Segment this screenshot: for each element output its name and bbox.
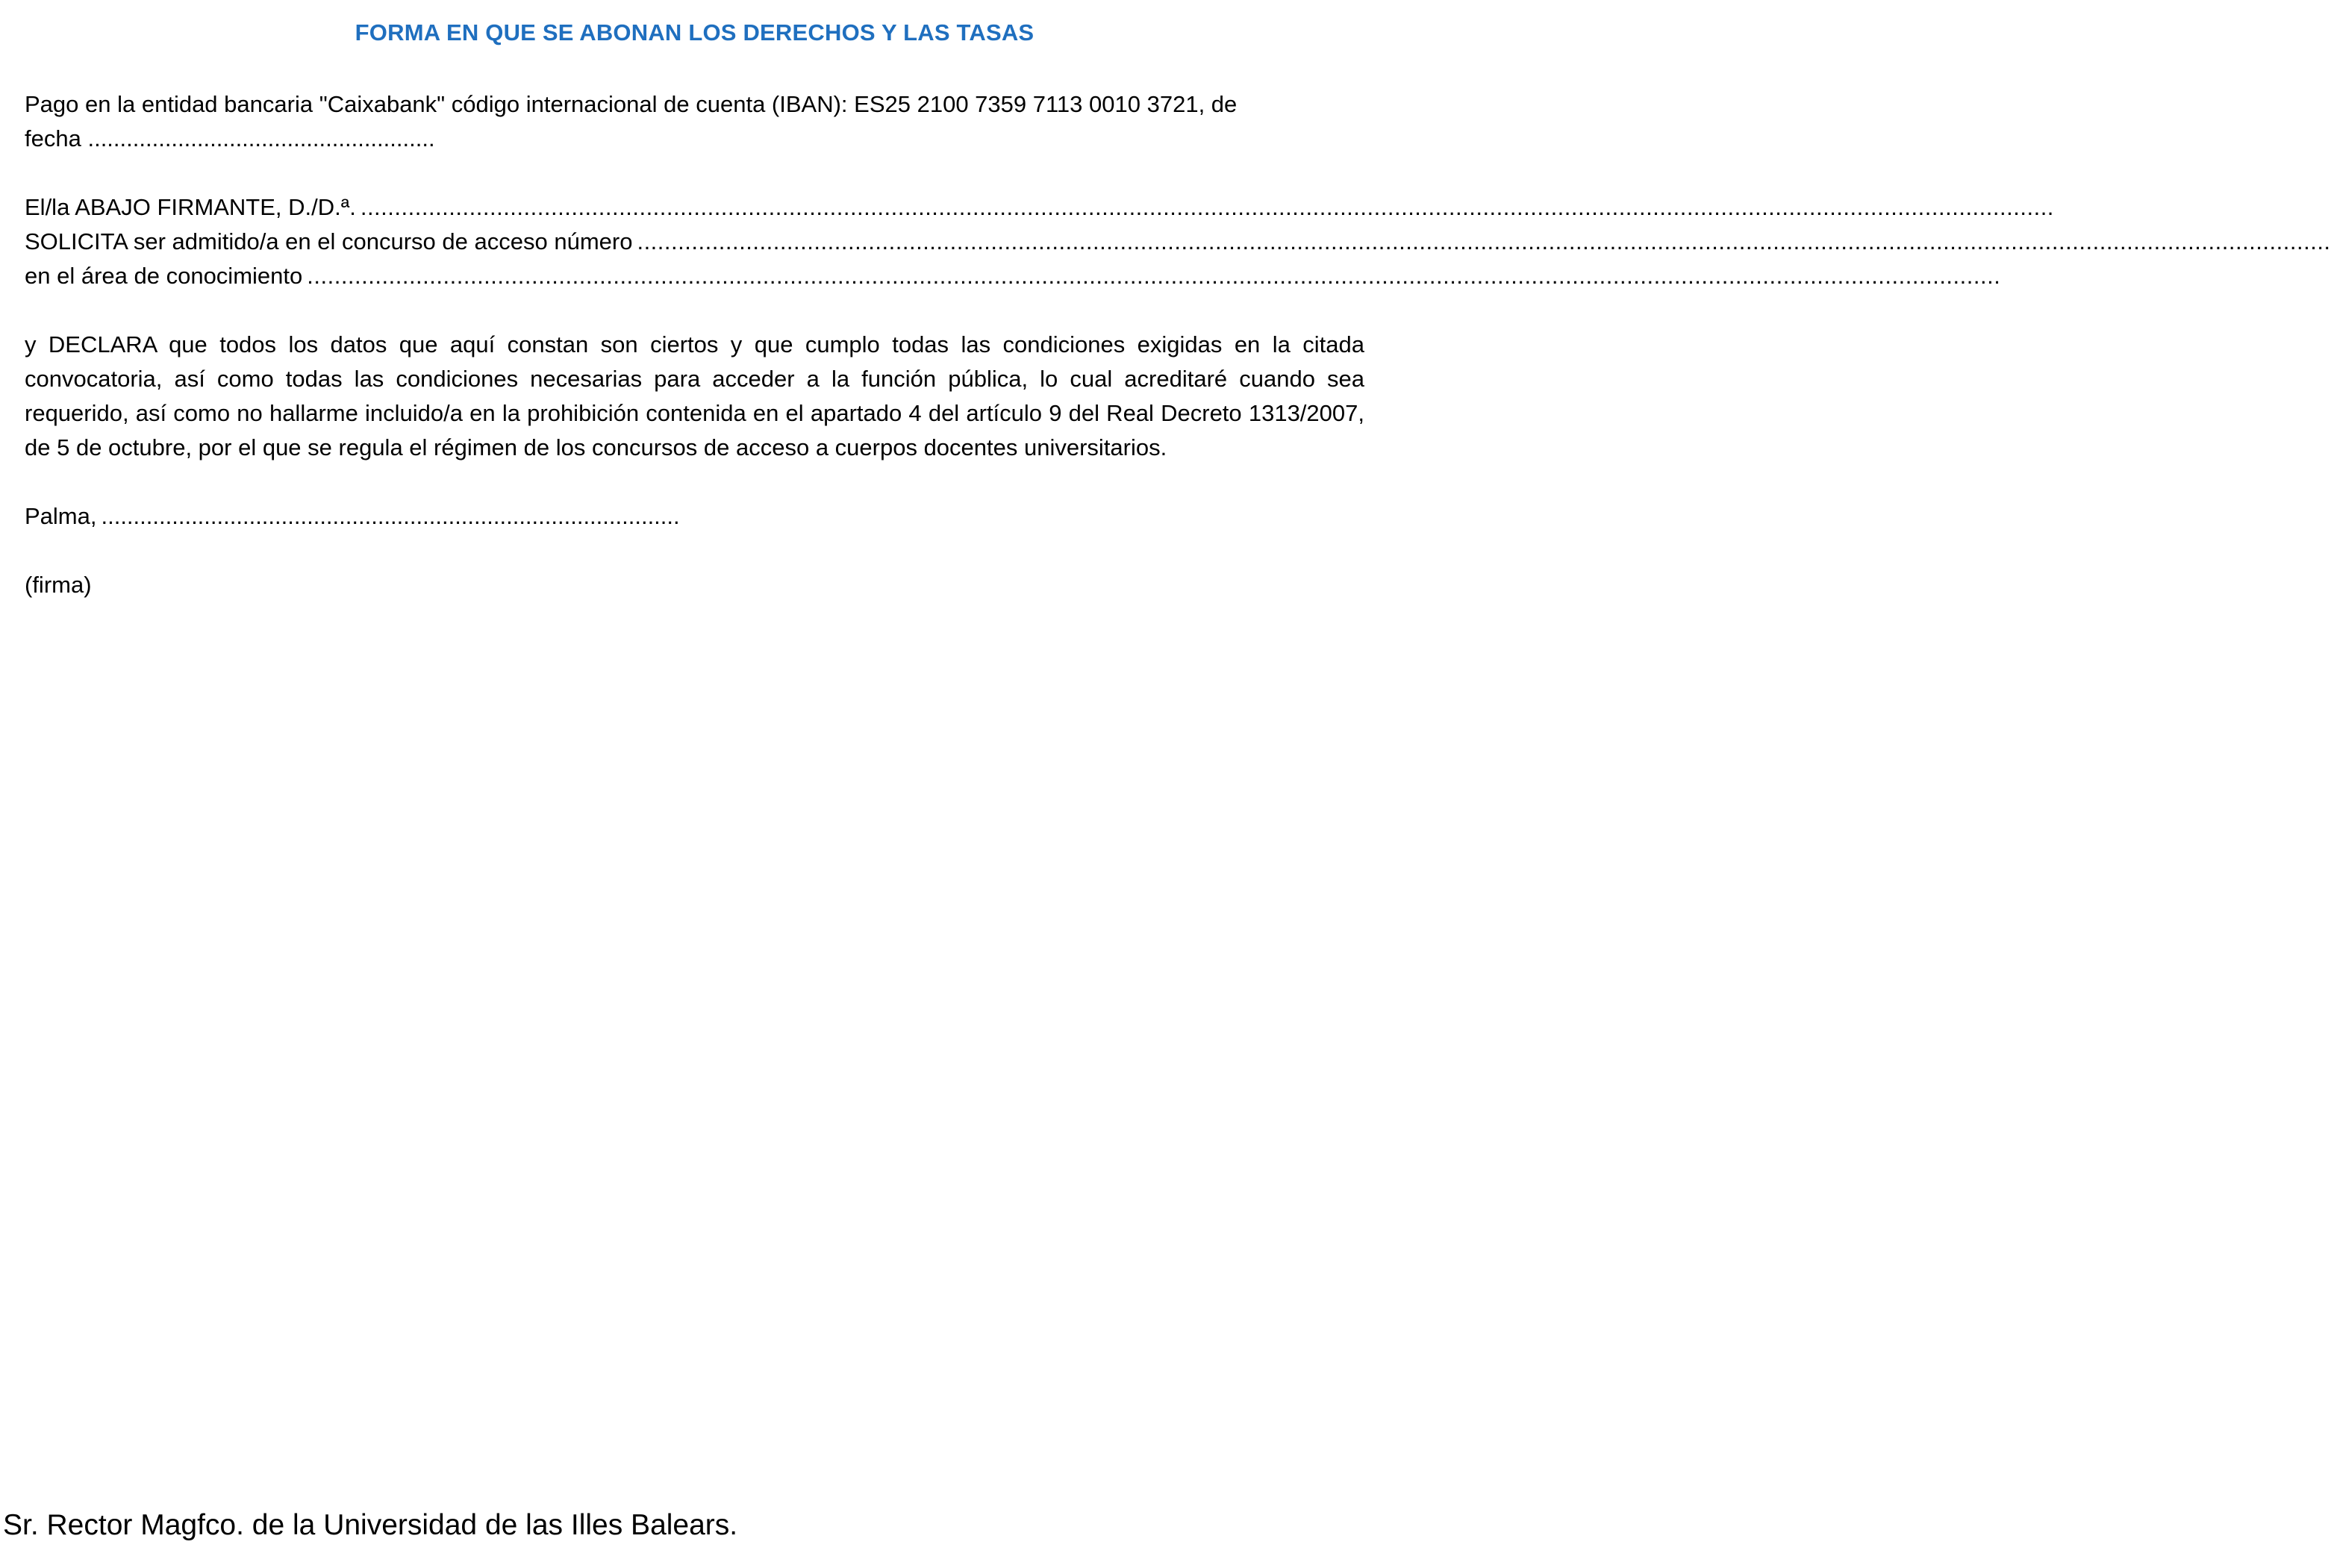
place-line xyxy=(25,499,1364,534)
contest-number-field[interactable]: ......................................................................................................................................................................................................................................................... xyxy=(637,228,2331,254)
payment-text: Pago en la entidad bancaria "Caixabank" código internacional de cuenta (IBAN): ES25 2100 7359 7113 0010 3721, de xyxy=(25,91,1238,117)
signature-line xyxy=(25,568,1364,602)
signer-name-field[interactable]: ......................................................................................................................................................................................................................................................... xyxy=(360,194,2054,220)
document-title: FORMA EN QUE SE ABONAN LOS DERECHOS Y LAS TASAS xyxy=(355,19,1035,46)
spacer xyxy=(25,293,1364,328)
payment-paragraph xyxy=(25,87,1364,156)
place-date-field[interactable]: .......................................................................................... xyxy=(101,503,680,529)
addressee: Sr. Rector Magfco. de la Universidad de las Illes Balears. xyxy=(3,1509,738,1541)
payment-date-field[interactable]: ...................................................... xyxy=(87,125,435,152)
spacer xyxy=(25,534,1364,568)
payment-date-label: fecha xyxy=(25,125,81,152)
spacer xyxy=(25,156,1364,190)
form-body xyxy=(25,87,2331,602)
place-label: Palma, xyxy=(25,503,97,529)
spacer xyxy=(25,465,1364,499)
request-label: SOLICITA ser admitido/a en el concurso de acceso número xyxy=(25,228,633,254)
request-line xyxy=(25,225,2331,259)
signer-line xyxy=(25,190,2054,225)
signature-label: (firma) xyxy=(25,572,92,598)
declaration-paragraph: y DECLARA que todos los datos que aquí constan son ciertos y que cumplo todas las condiciones exigidas en la citada convocatoria, así como todas las condiciones necesarias para acceder a la función pública, lo cual acreditaré cuando sea requerido, así como no hallarme incluido/a en la prohibición contenida en el apartado 4 del artículo 9 del Real Decreto 1313/2007, de 5 de octubre, por el que se regula el régimen de los concursos de acceso a cuerpos docentes universitarios. xyxy=(25,331,1364,460)
signer-label: El/la ABAJO FIRMANTE, D./D.ª. xyxy=(25,194,356,220)
knowledge-area-field[interactable]: ......................................................................................................................................................................................................................................................... xyxy=(307,263,2001,289)
area-label: en el área de conocimiento xyxy=(25,263,303,289)
area-line xyxy=(25,259,2001,293)
